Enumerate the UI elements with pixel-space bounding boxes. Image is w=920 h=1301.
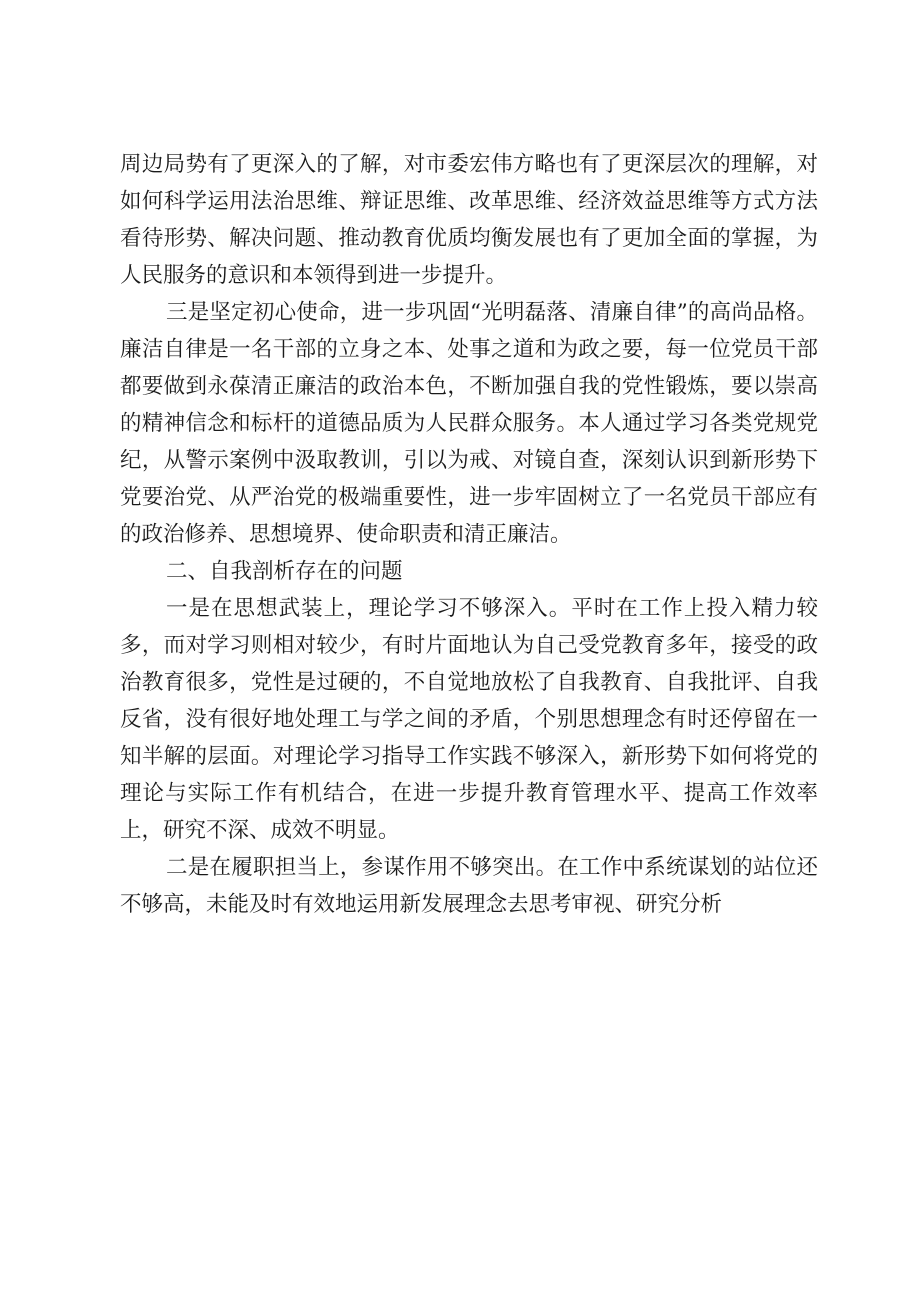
section-heading-self-analysis: 二、自我剖析存在的问题 [166,559,403,584]
paragraph-duty-performance: 二是在履职担当上，参谋作用不够突出。在工作中系统谋划的站位还不够高，未能及时有效地运用新发展理念去思考审视、研究分析 [120,855,818,917]
paragraph-theory-study: 一是在思想武装上，理论学习不够深入。平时在工作上投入精力较多，而对学习则相对较少，有时片面地认为自己受党教育多年，接受的政治教育很多，党性是过硬的，不自觉地放松了自我教育、自我批评、自我反省，没有很好地处理工与学之间的矛盾，个别思想理念有时还停留在一知半解的层面。对理论学习指导工作实践不够深入，新形势下如何将党的理论与实际工作有机结合，在进一步提升教育管理水平、提高工作效率上，研究不深、成效不明显。 [120,596,818,843]
paragraph-continuation: 周边局势有了更深入的了解，对市委宏伟方略也有了更深层次的理解，对如何科学运用法治思维、辩证思维、改革思维、经济效益思维等方式方法看待形势、解决问题、推动教育优质均衡发展也有了更加全面的掌握，为人民服务的意识和本领得到进一步提升。 [120,152,818,288]
document-body [120,146,818,923]
paragraph-integrity: 三是坚定初心使命，进一步巩固“光明磊落、清廉自律”的高尚品格。廉洁自律是一名干部的立身之本、处事之道和为政之要，每一位党员干部都要做到永葆清正廉洁的政治本色，不断加强自我的党性锻炼，要以崇高的精神信念和标杆的道德品质为人民群众服务。本人通过学习各类党规党纪，从警示案例中汲取教训，引以为戒、对镜自查，深刻认识到新形势下党要治党、从严治党的极端重要性，进一步牢固树立了一名党员干部应有的政治修养、思想境界、使命职责和清正廉洁。 [120,300,818,547]
